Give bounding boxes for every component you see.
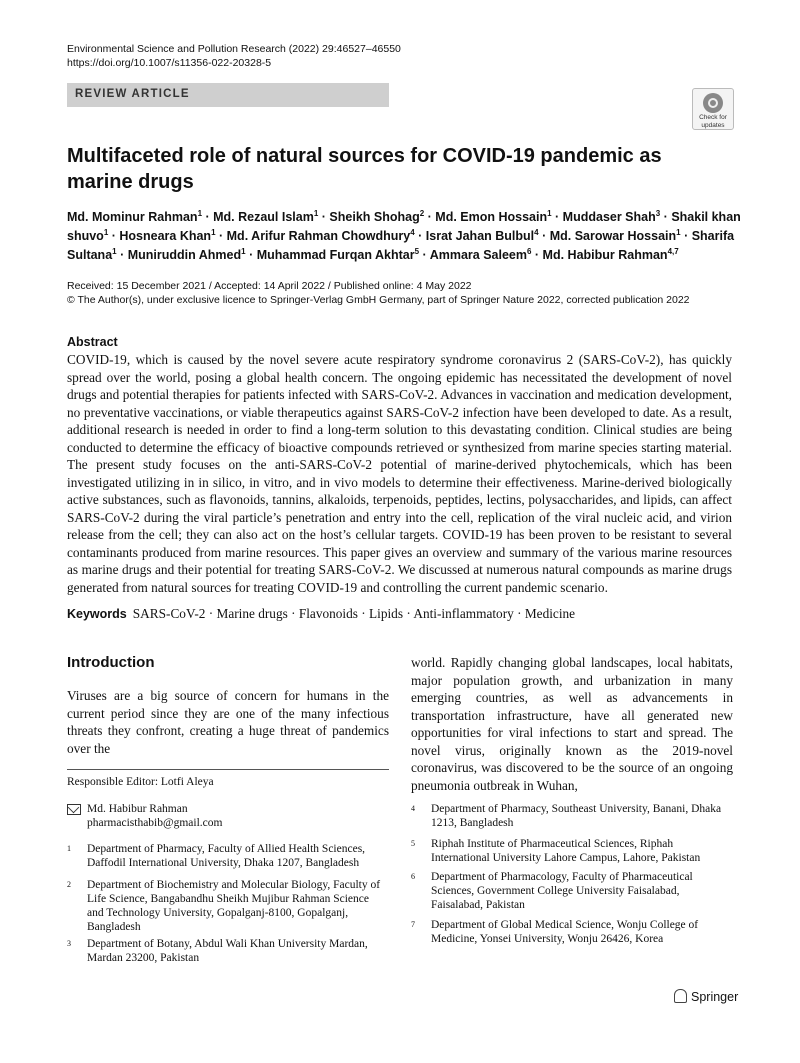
author-affiliation: 6 [526,246,532,256]
copyright-notice: © The Author(s), under exclusive licence to Springer-Verlag GmbH Germany, part of Springer Nature 2022, corrected publication 2022 [67,294,690,306]
author-name[interactable]: Muhammad Furqan Akhtar [256,248,415,262]
journal-citation: Environmental Science and Pollution Research (2022) 29:46527–46550 [67,43,401,55]
affiliation-item [67,937,389,967]
author-name[interactable]: Hosneara Khan [119,229,212,243]
author-separator: · [318,210,330,224]
author-name[interactable]: Md. Habibur Rahman [542,248,668,262]
affiliation-text: Department of Pharmacy, Southeast University, Banani, Dhaka 1213, Bangladesh [431,803,722,829]
affiliation-number: 2 [67,880,71,889]
footnote-divider [67,769,389,770]
author-name[interactable]: Md. Arifur Rahman Chowdhury [226,229,411,243]
affiliation-text: Department of Pharmacology, Faculty of Pharmaceutical Sciences, Government College University Faisalabad, Faisalabad, Pakistan [431,871,693,911]
author-name[interactable]: Md. Emon Hossain [435,210,548,224]
author-list [67,208,747,265]
author-name[interactable]: Israt Jahan Bulbul [425,229,535,243]
author-affiliation: 1 [313,208,319,218]
author-affiliation: 5 [414,246,420,256]
affiliation-number: 1 [67,844,71,853]
affiliation-number: 4 [411,804,415,813]
envelope-icon [67,804,81,815]
affiliation-text: Department of Botany, Abdul Wali Khan University Mardan, Mardan 23200, Pakistan [87,938,368,964]
publisher-logo [674,989,738,1004]
author-affiliation: 1 [103,227,109,237]
author-name[interactable]: Sheikh Shohag [329,210,420,224]
check-updates-line2: updates [701,122,725,129]
affiliation-number: 5 [411,839,415,848]
author-name[interactable]: Sharifa Sultana [67,229,735,262]
author-name[interactable]: Ammara Saleem [429,248,527,262]
author-name[interactable]: Md. Rezaul Islam [213,210,314,224]
publication-info [67,279,747,307]
author-affiliation: 1 [197,208,203,218]
author-separator: · [551,210,563,224]
affiliation-text: Department of Biochemistry and Molecular Biology, Faculty of Life Science, Bangabandhu Sheikh Mujibur Rahman Science and Technology University, Gopalganj-8100, Gopalganj, Bangladesh [87,879,381,933]
correspondence [87,802,387,830]
introduction-heading: Introduction [67,654,155,671]
author-name[interactable]: Md. Mominur Rahman [67,210,198,224]
affiliation-item [411,918,733,948]
author-separator: · [215,229,227,243]
author-separator: · [108,229,120,243]
abstract-heading: Abstract [67,335,118,349]
affiliation-text: Department of Global Medical Science, Wonju College of Medicine, Yonsei University, Wonju 26426, Korea [431,919,699,945]
article-type-ribbon [67,83,389,107]
affiliation-item [411,837,733,867]
check-updates-icon [703,93,723,113]
author-separator: · [414,229,426,243]
publication-dates: Received: 15 December 2021 / Accepted: 14 April 2022 / Published online: 4 May 2022 [67,280,472,292]
introduction-text-left: Viruses are a big source of concern for humans in the current period since they are one of the many infectious threats they confront, creating a huge threat of pandemics over the [67,688,389,756]
affiliation-text: Riphah Institute of Pharmaceutical Sciences, Riphah International University Lahore Campus, Lahore, Pakistan [431,838,701,864]
author-affiliation: 3 [655,208,661,218]
author-separator: · [424,210,436,224]
author-affiliation: 1 [547,208,552,218]
journal-header [67,42,401,70]
author-separator: · [419,248,430,262]
affiliation-item [67,878,389,936]
affiliation-number: 6 [411,872,415,881]
author-affiliation: 1 [676,227,681,237]
affiliation-text: Department of Pharmacy, Faculty of Allied Health Sciences, Daffodil International University, Dhaka 1207, Bangladesh [87,843,366,869]
keywords [67,605,732,623]
author-affiliation: 1 [112,246,117,256]
keywords-list: SARS-CoV-2 · Marine drugs · Flavonoids · Lipids · Anti-inflammatory · Medicine [132,606,576,621]
author-separator: · [202,210,214,224]
affiliation-item [67,842,389,872]
check-for-updates-badge[interactable] [692,88,734,130]
author-separator: · [538,229,550,243]
author-affiliation: 1 [241,246,246,256]
doi-link[interactable]: https://doi.org/10.1007/s11356-022-20328-5 [67,57,272,69]
abstract-text: COVID-19, which is caused by the novel severe acute respiratory syndrome coronavirus 2 (SARS-CoV-2), has quickly spread over the world, posing a global health concern. The ongoing epidemic has necessitated the development of novel drugs and potential therapies for patients infected with SARS-CoV-2. Advances in vaccination and medication development, no preventative vaccinations, or viable therapeutics against SARS-CoV-2 infection have been developed to date. As a result, additional research is needed in order to find a long-term solution to this devastating condition. Clinical studies are being conducted to determine the efficacy of bioactive compounds retrieved or synthesized from marine species starting material. The present study focuses on the anti-SARS-CoV-2 potential of marine-derived phytochemicals, which has been investigated utilizing in in silico, in vitro, and in vivo models to determine their effectiveness. Marine-derived biologically active substances, such as flavonoids, tannins, alkaloids, terpenoids, peptides, lectins, polysaccharides, and lipids, can affect SARS-CoV-2 during the viral particle’s penetration and entry into the cell, replication of the viral nucleic acid, and virion release from the cell; they can also act on the host’s cellular targets. COVID-19 has been proven to be resistant to several contaminants produced from marine resources. This paper gives an overview and summary of the various marine resources as marine drugs and their potential for treating SARS-CoV-2. We discussed at numerous natural compounds as marine drugs generated from natural sources for treating COVID-19 and controlling the current pandemic scenario. [67,352,732,595]
article-type: REVIEW ARTICLE [75,88,190,100]
author-affiliation: 4 [410,227,415,237]
affiliation-item [411,802,733,832]
article-title: Multifaceted role of natural sources for COVID-19 pandemic as marine drugs [67,145,662,193]
correspondence-name: Md. Habibur Rahman [87,803,188,815]
author-name[interactable]: Shakil khan shuvo [67,210,741,243]
author-separator: · [245,248,257,262]
introduction-text-right: world. Rapidly changing global landscapes, local habitats, major population growth, and urbanization in many emerging countries, as well as advancements in transportation infrastructure, have all generated new opportunities for viral infections to start and spread. The novel virus, originally known as the 2019-novel coronavirus, was discovered to be the source of an ongoing pneumonia outbreak in Wuhan, [411,655,733,793]
author-affiliation: 2 [419,208,425,218]
correspondence-email[interactable]: pharmacisthabib@gmail.com [87,817,223,829]
check-updates-line1: Check for [699,114,727,121]
affiliation-number: 3 [67,939,71,948]
affiliation-item [411,870,733,914]
author-affiliation: 4,7 [667,246,679,256]
author-affiliation: 4 [534,227,539,237]
springer-horse-icon [674,989,687,1003]
author-affiliation: 1 [211,227,216,237]
author-name[interactable]: Muddaser Shah [562,210,656,224]
author-name[interactable]: Md. Sarowar Hossain [549,229,677,243]
author-separator: · [116,248,128,262]
affiliation-number: 7 [411,920,415,929]
publisher-name: Springer [691,990,739,1004]
author-separator: · [680,229,692,243]
keywords-heading: Keywords [67,607,127,621]
author-separator: · [660,210,672,224]
responsible-editor: Responsible Editor: Lotfi Aleya [67,776,214,788]
author-separator: · [531,248,543,262]
author-name[interactable]: Muniruddin Ahmed [127,248,242,262]
